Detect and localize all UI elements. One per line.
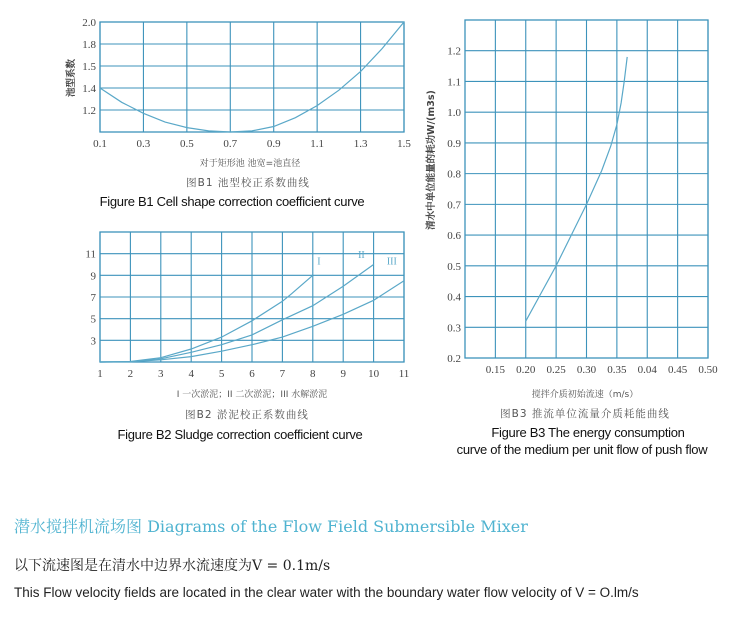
b2-series-label: III (386, 256, 397, 268)
b3-x-tick-label: 0.04 (637, 364, 657, 376)
b3-y-tick-label: 0.8 (447, 168, 461, 181)
b1-x-tick-label: 0.1 (93, 138, 107, 150)
b2-y-tick-label: 5 (90, 313, 96, 326)
b2-y-tick-label: 3 (90, 335, 96, 348)
b1-y-axis-label: 池型系数 (66, 58, 77, 98)
b1-caption-en: Figure B1 Cell shape correction coefficient curve (99, 194, 365, 209)
b2-x-tick-label: 4 (188, 368, 194, 380)
b2-series-label: II (358, 250, 365, 261)
b3-y-tick-label: 0.5 (447, 260, 461, 273)
b1-series-cell-shape (100, 22, 404, 132)
b3-x-tick-label: 0.20 (516, 364, 536, 376)
b2-x-tick-label: 1 (97, 368, 103, 380)
b1-y-tick-label: 1.8 (82, 39, 96, 51)
b3-y-tick-label: 1.2 (447, 45, 461, 58)
b2-caption-cn: 图B2 淤泥校正系数曲线 (185, 409, 309, 421)
b3-y-tick-label: 1.0 (447, 107, 461, 120)
b1-y-tick-label: 1.2 (82, 105, 96, 117)
b1-plot-frame (100, 22, 404, 132)
b3-x-tick-label: 0.35 (607, 364, 627, 376)
b3-x-tick-label: 0.30 (576, 364, 597, 376)
b3-y-tick-label: 0.6 (447, 230, 461, 243)
b1-x-tick-label: 1.3 (353, 138, 368, 150)
b2-x-tick-label: 8 (310, 368, 316, 380)
b1-y-tick-label: 1.4 (82, 83, 96, 95)
b1-x-axis-label: 对于矩形池 池宽=池直径 (199, 159, 301, 169)
b3-caption-en-line2: curve of the medium per unit flow of push flow (456, 442, 708, 457)
b3-x-tick-label: 0.25 (546, 364, 566, 376)
b2-x-tick-label: 5 (218, 368, 225, 380)
b3-series-energy (526, 57, 627, 321)
b2-y-tick-label: 7 (90, 292, 96, 304)
description-en: This Flow velocity fields are located in the clear water with the boundary water flow velocity of V = O.lm/s (14, 585, 639, 600)
b3-x-tick-label: 0.50 (698, 364, 718, 376)
b3-y-axis-label: 清水中单位能量的耗功W/(m3s) (426, 90, 437, 230)
b2-x-tick-label: 10 (368, 368, 380, 380)
b3-y-tick-label: 0.2 (447, 353, 461, 365)
b1-x-tick-label: 0.9 (266, 138, 281, 150)
b3-x-axis-label: 搅拌介质初始流速（m/s） (531, 390, 639, 400)
b1-x-tick-label: 0.3 (136, 138, 151, 150)
b3-caption-cn: 图B3 推流单位流量介质耗能曲线 (500, 408, 670, 420)
b1-y-tick-label: 2.0 (82, 17, 96, 29)
b1-x-tick-label: 0.7 (223, 138, 238, 150)
b2-x-tick-label: 9 (340, 368, 346, 380)
b2-caption-en: Figure B2 Sludge correction coefficient curve (117, 427, 363, 442)
description-cn: 以下流速图是在清水中边界水流速度为V = 0.1m/s (14, 558, 331, 574)
b2-y-tick-label: 9 (90, 270, 96, 283)
b3-y-tick-label: 1.1 (447, 76, 461, 89)
b2-x-tick-label: 11 (398, 368, 410, 380)
b1-caption-cn: 图B1 池型校正系数曲线 (186, 177, 310, 189)
b1-y-tick-label: 1.5 (82, 61, 96, 73)
b1-x-tick-label: 1.1 (310, 138, 325, 150)
b3-y-tick-label: 0.4 (447, 291, 461, 304)
section-title: 潜水搅拌机流场图 Diagrams of the Flow Field Submersible Mixer (14, 517, 528, 536)
b1-x-tick-label: 0.5 (179, 138, 194, 150)
b2-x-axis-label: I 一次淤泥；II 二次淤泥；III 水解淤泥 (176, 390, 328, 400)
b2-x-tick-label: 6 (249, 368, 255, 380)
b2-series-label: I (317, 256, 321, 268)
b3-y-tick-label: 0.7 (447, 199, 461, 212)
b3-x-tick-label: 0.45 (668, 364, 688, 376)
b2-x-tick-label: 2 (127, 368, 134, 380)
b2-x-tick-label: 3 (158, 368, 164, 380)
b3-y-tick-label: 0.3 (447, 322, 461, 335)
b2-x-tick-label: 7 (279, 368, 286, 380)
b1-x-tick-label: 1.5 (397, 138, 411, 150)
b3-caption-en-line1: Figure B3 The energy consumption (491, 425, 685, 440)
b2-y-tick-label: 11 (85, 248, 96, 261)
b3-x-tick-label: 0.15 (485, 364, 505, 376)
b3-y-tick-label: 0.9 (447, 137, 461, 150)
